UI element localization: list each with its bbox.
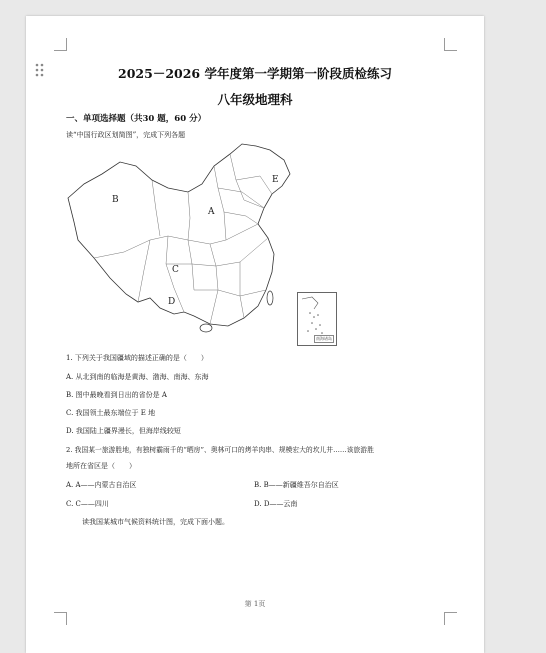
map-intro-text: 读“中国行政区划简图”，完成下列各题 [66,131,186,139]
climate-chart-intro: 读我国某城市气候资料统计图，完成下面小题。 [82,518,229,526]
crop-mark-bottom-left [54,612,67,625]
crop-mark-top-right [444,38,457,51]
question-1-option-b: B. 图中最晚看到日出的省份是 A [66,391,167,399]
page-number: 第 1页 [244,600,266,608]
question-2-option-b: B. B——新疆维吾尔自治区 [254,481,339,489]
section-heading: 一、单项选择题（共30 题，60 分） [66,114,207,124]
china-map [64,140,296,340]
crop-mark-top-left [54,38,67,51]
south-china-sea-inset [297,292,337,346]
question-2-option-c: C. C——四川 [66,500,109,508]
map-label-e: E [272,175,279,185]
map-label-b: B [112,195,119,205]
question-1-option-a: A. 从北到南的临海是黄海、渤海、南海、东海 [66,373,209,381]
document-subtitle: 八年级地理科 [217,92,293,107]
question-2-option-d: D. D——云南 [254,500,298,508]
question-2-option-a: A. A——内蒙古自治区 [66,481,137,489]
question-1-option-d: D. 我国陆上疆界漫长，但海岸线较短 [66,427,181,435]
map-label-c: C [172,265,179,275]
question-2-stem-line2: 地所在省区是（ ） [66,462,136,470]
map-label-d: D [168,297,176,307]
question-2-stem-line1: 2. 我国某一旅游胜地，有独树霸雨千的“晒房”、奥林可口的烤羊肉串、规模宏大的坎儿井……该旅游胜 [66,446,374,454]
taiwan-island [267,291,273,305]
question-1-stem: 1. 下列关于我国疆域的描述正确的是（ ） [66,354,208,362]
map-label-a: A [208,207,215,217]
map-outline [68,144,290,326]
question-1-option-c: C. 我国领土最东端位于 E 地 [66,409,156,417]
hainan-island [200,324,212,332]
inset-label: 南海诸岛 [316,336,332,341]
document-title: 2025－2026 学年度第一学期第一阶段质检练习 [118,66,392,81]
crop-mark-bottom-right [444,612,457,625]
